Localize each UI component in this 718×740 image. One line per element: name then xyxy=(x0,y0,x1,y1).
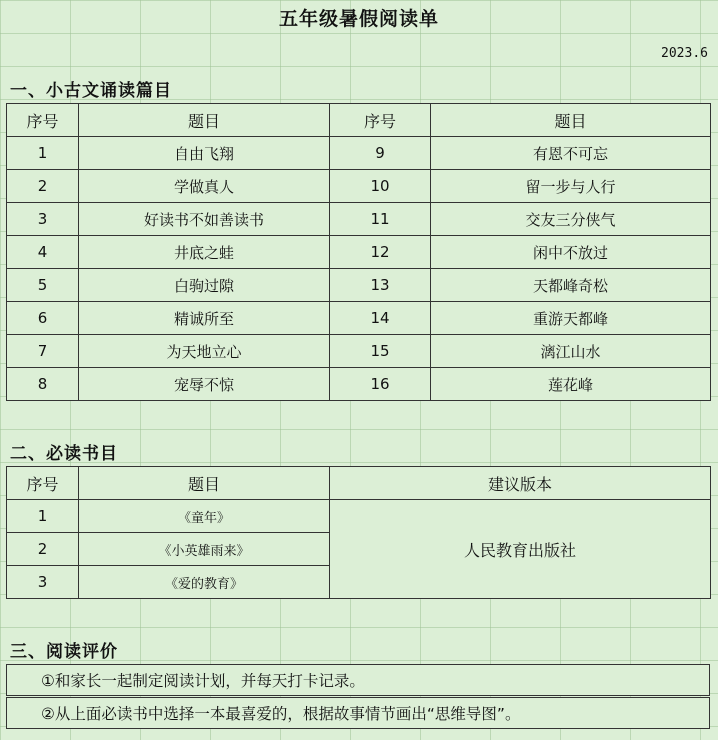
table-row xyxy=(7,203,711,236)
page-title: 五年级暑假阅读单 xyxy=(278,8,439,30)
table-row xyxy=(7,368,711,401)
cell-title: 白驹过隙 xyxy=(79,269,330,302)
cell-num: 1 xyxy=(7,500,79,533)
cell-title: 井底之蛙 xyxy=(79,236,330,269)
cell-title: 有恩不可忘 xyxy=(431,137,711,170)
cell-title: 莲花峰 xyxy=(431,368,711,401)
cell-title: 天都峰奇松 xyxy=(431,269,711,302)
table-row xyxy=(7,137,711,170)
cell-num: 5 xyxy=(7,269,79,302)
cell-title: 学做真人 xyxy=(79,170,330,203)
cell-publisher: 人民教育出版社 xyxy=(330,500,711,599)
table-row xyxy=(7,500,711,533)
evaluation-item: ②从上面必读书中选择一本最喜爱的，根据故事情节画出“思维导图”。 xyxy=(6,697,710,729)
section2-heading: 二、必读书目 xyxy=(10,444,118,464)
recitation-table xyxy=(6,103,711,401)
cell-num: 11 xyxy=(330,203,431,236)
table-row xyxy=(7,302,711,335)
header-num: 序号 xyxy=(7,467,79,500)
header-edition: 建议版本 xyxy=(330,467,711,500)
table-row xyxy=(7,236,711,269)
cell-num: 2 xyxy=(7,533,79,566)
table-row xyxy=(7,335,711,368)
table-row xyxy=(7,269,711,302)
cell-num: 10 xyxy=(330,170,431,203)
cell-book-title: 《童年》 xyxy=(79,500,330,533)
date-label: 2023.6 xyxy=(661,46,708,61)
cell-title: 留一步与人行 xyxy=(431,170,711,203)
cell-num: 16 xyxy=(330,368,431,401)
cell-num: 6 xyxy=(7,302,79,335)
cell-title: 交友三分侠气 xyxy=(431,203,711,236)
cell-num: 3 xyxy=(7,203,79,236)
section3-heading: 三、阅读评价 xyxy=(10,642,118,662)
header-title: 题目 xyxy=(79,467,330,500)
cell-num: 15 xyxy=(330,335,431,368)
header-title-2: 题目 xyxy=(431,104,711,137)
cell-num: 1 xyxy=(7,137,79,170)
header-num: 序号 xyxy=(7,104,79,137)
cell-title: 精诚所至 xyxy=(79,302,330,335)
evaluation-item: ①和家长一起制定阅读计划，并每天打卡记录。 xyxy=(6,664,710,696)
table-header-row xyxy=(7,467,711,500)
cell-num: 8 xyxy=(7,368,79,401)
cell-num: 9 xyxy=(330,137,431,170)
cell-title: 漓江山水 xyxy=(431,335,711,368)
cell-num: 14 xyxy=(330,302,431,335)
cell-title: 好读书不如善读书 xyxy=(79,203,330,236)
cell-book-title: 《爱的教育》 xyxy=(79,566,330,599)
section1-heading: 一、小古文诵读篇目 xyxy=(10,81,172,101)
cell-title: 为天地立心 xyxy=(79,335,330,368)
cell-title: 自由飞翔 xyxy=(79,137,330,170)
cell-title: 宠辱不惊 xyxy=(79,368,330,401)
header-num-2: 序号 xyxy=(330,104,431,137)
cell-book-title: 《小英雄雨来》 xyxy=(79,533,330,566)
cell-title: 重游天都峰 xyxy=(431,302,711,335)
cell-title: 闲中不放过 xyxy=(431,236,711,269)
table-row xyxy=(7,170,711,203)
cell-num: 12 xyxy=(330,236,431,269)
cell-num: 7 xyxy=(7,335,79,368)
cell-num: 3 xyxy=(7,566,79,599)
cell-num: 4 xyxy=(7,236,79,269)
cell-num: 13 xyxy=(330,269,431,302)
table-header-row xyxy=(7,104,711,137)
cell-num: 2 xyxy=(7,170,79,203)
header-title: 题目 xyxy=(79,104,330,137)
required-books-table xyxy=(6,466,711,599)
